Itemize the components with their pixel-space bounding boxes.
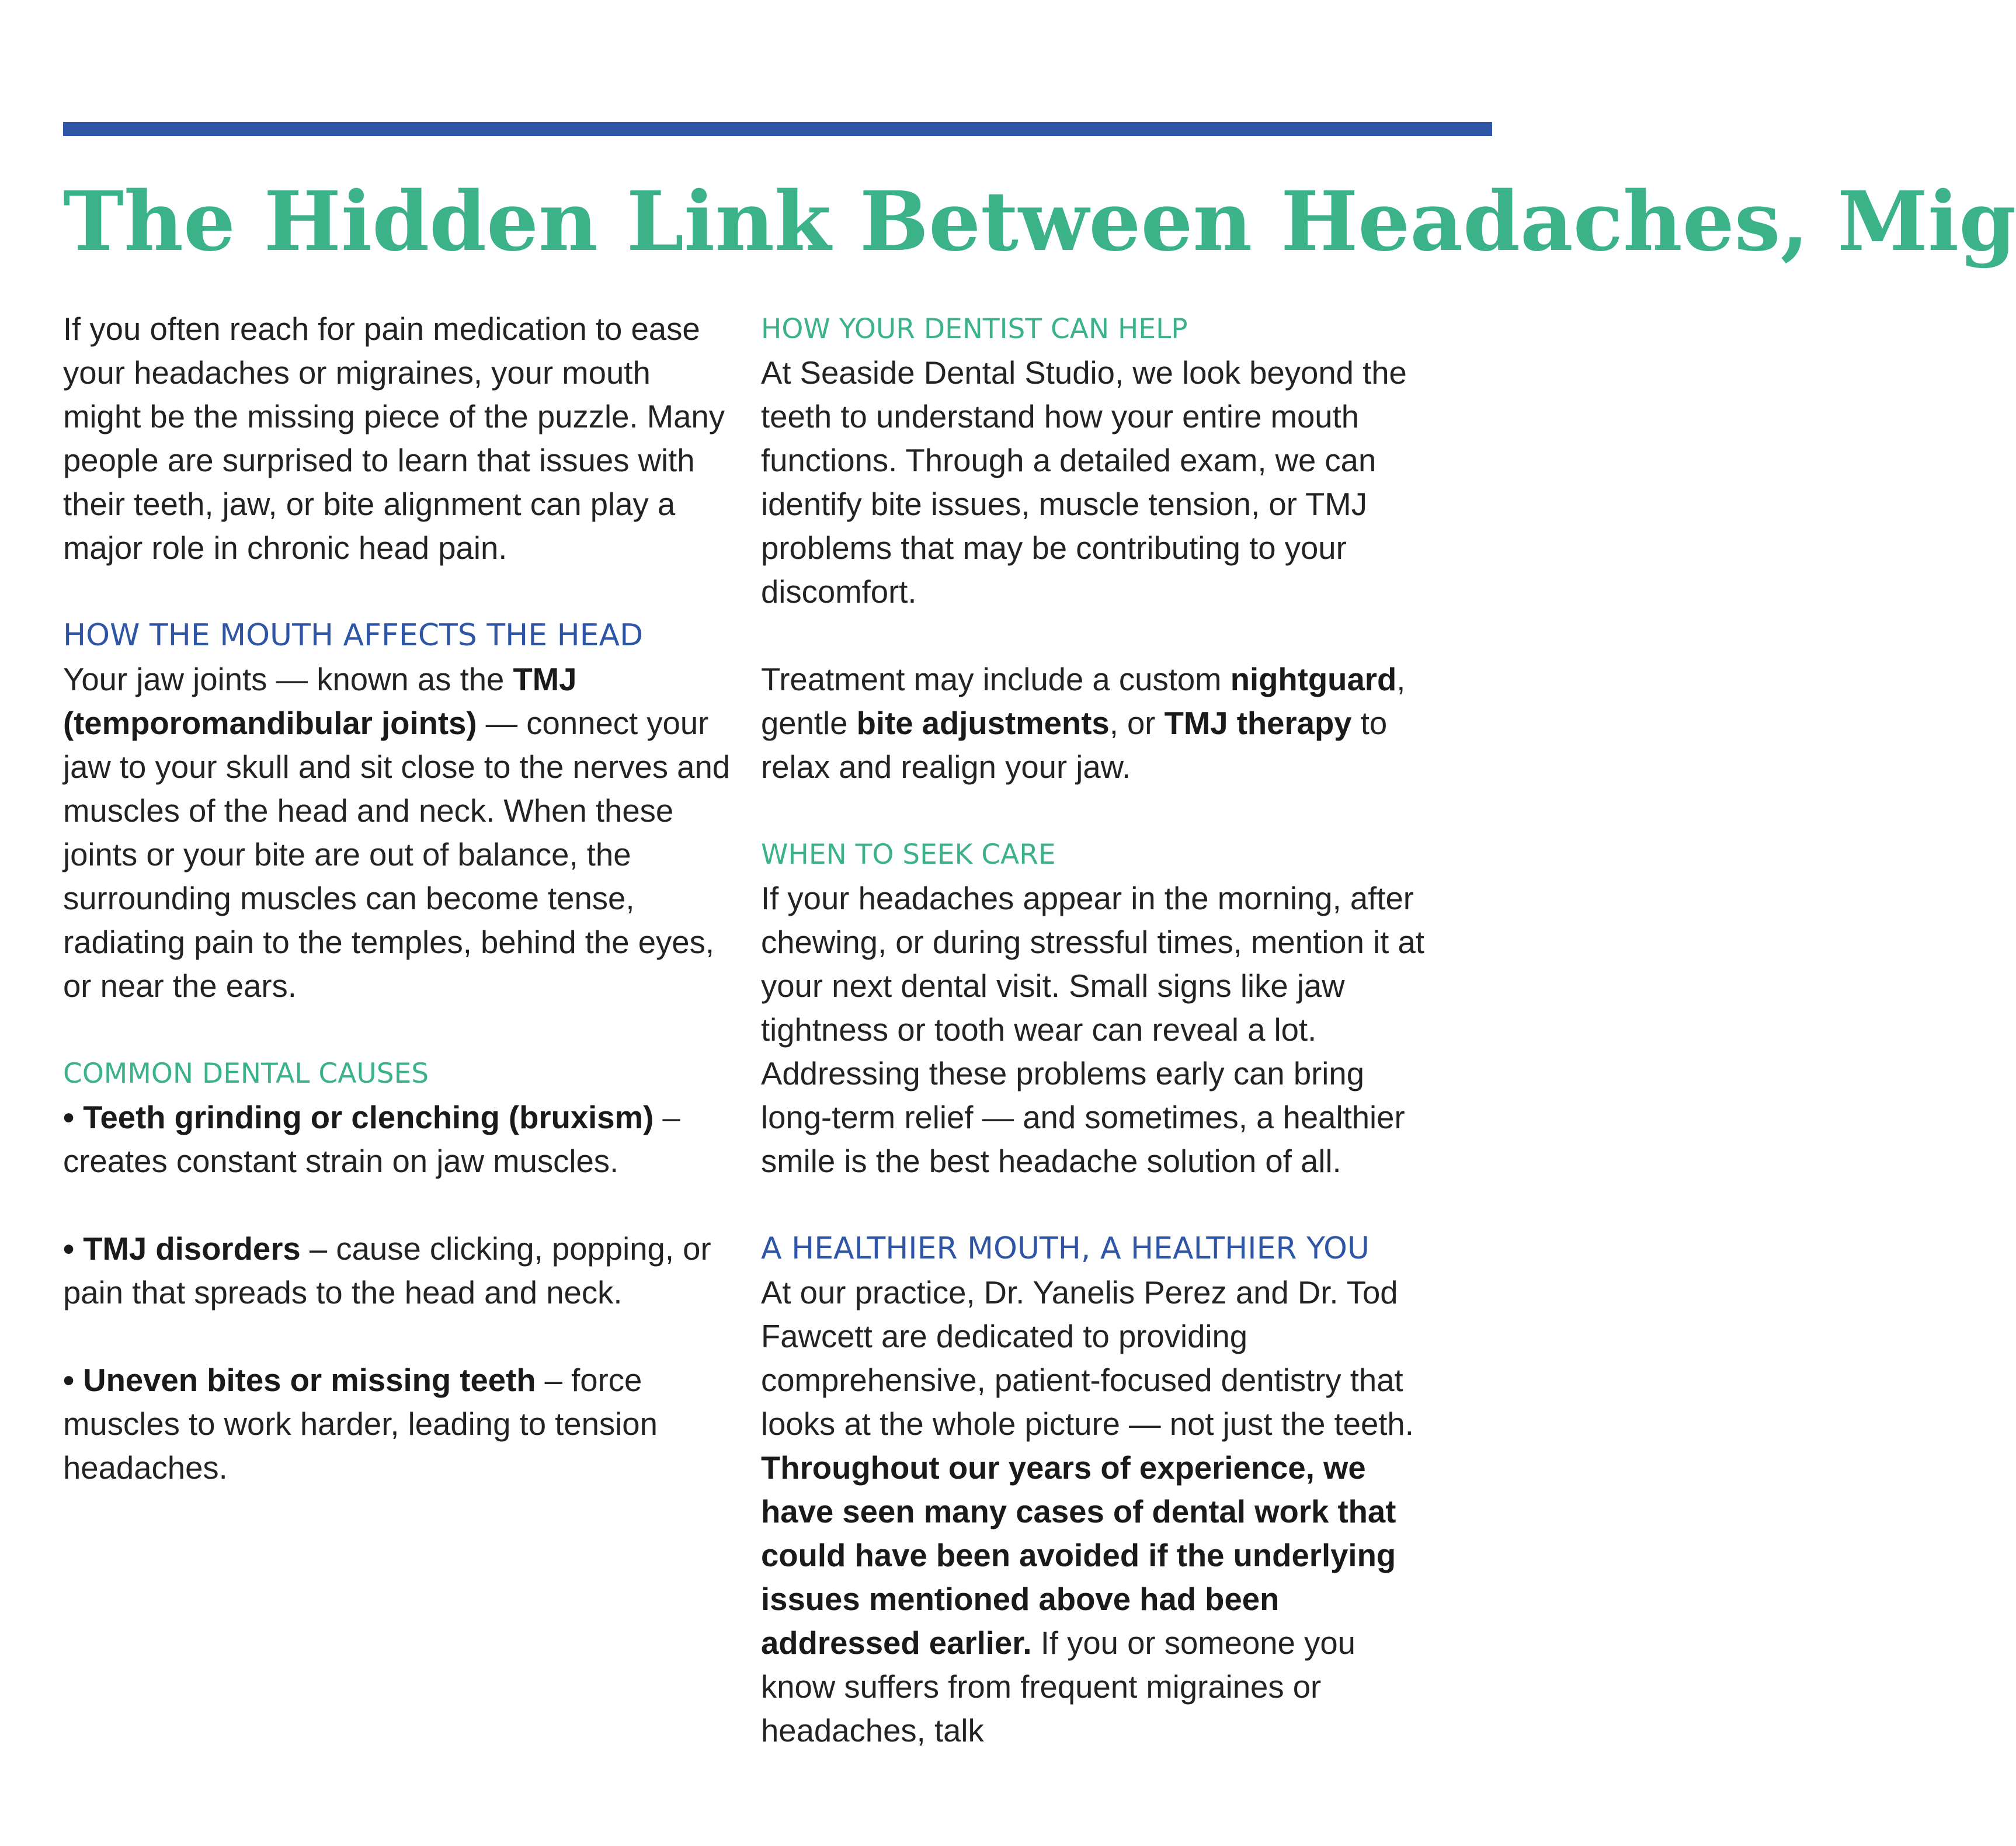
spacer <box>761 614 1433 658</box>
heading-common-dental-causes: COMMON DENTAL CAUSES <box>63 1058 429 1090</box>
spacer <box>761 789 1433 833</box>
spacer <box>761 1183 1433 1227</box>
heading-healthier-mouth: A HEALTHIER MOUTH, A HEALTHIER YOU <box>761 1231 1370 1266</box>
left-column <box>63 307 735 1490</box>
cause-item-uneven-bites: • Uneven bites or missing teeth – force muscles to work harder, leading to tension headaches. <box>63 1362 658 1486</box>
article-title: The Hidden Link Between Headaches, Mig <box>63 174 2016 270</box>
cause-item-bruxism: • Teeth grinding or clenching (bruxism) – creates constant strain on jaw muscles. <box>63 1100 680 1179</box>
spacer <box>63 1315 735 1358</box>
intro-paragraph: If you often reach for pain medication to ease your headaches or migraines, your mouth might be the missing piece of the puzzle. Many people are surprised to learn that issues with their teeth, jaw, or bite alignment can play a major role in chronic head pain. <box>63 311 725 566</box>
spacer <box>63 1008 735 1052</box>
heading-dentist-can-help: HOW YOUR DENTIST CAN HELP <box>761 313 1188 345</box>
mouth-affects-head-paragraph: Your jaw joints — known as the TMJ (temporomandibular joints) — connect your jaw to your skull and sit close to the nerves and muscles of the head and neck. When these joints or your bite are out of balance, the surrounding muscles can become tense, radiating pain to the temples, behind the eyes, or near the ears. <box>63 662 731 1004</box>
dentist-can-help-paragraph: At Seaside Dental Studio, we look beyond the teeth to understand how your entire mouth functions. Through a detailed exam, we can identify bite issues, muscle tension, or TMJ problems that may be contributing to your discomfort. <box>761 355 1407 610</box>
right-column <box>761 307 1433 1753</box>
heading-when-to-seek-care: WHEN TO SEEK CARE <box>761 839 1056 871</box>
cause-item-tmj: • TMJ disorders – cause clicking, popping, or pain that spreads to the head and neck. <box>63 1231 711 1310</box>
healthier-mouth-paragraph: At our practice, Dr. Yanelis Perez and Dr. Tod Fawcett are dedicated to providing comprehensive, patient-focused dentistry that looks at the whole picture — not just the teeth. Throughout our years of experience, we have seen many cases of dental work that could have been avoided if the underlying issues mentioned above had been addressed earlier. If you or someone you know suffers from frequent migraines or headaches, talk <box>761 1275 1414 1748</box>
spacer <box>63 1183 735 1227</box>
when-to-seek-care-paragraph: If your headaches appear in the morning, after chewing, or during stressful times, mention it at your next dental visit. Small signs like jaw tightness or tooth wear can reveal a lot. Addressing these problems early can bring long-term relief — and sometimes, a healthier smile is the best headache solution of all. <box>761 881 1424 1179</box>
heading-mouth-affects-head: HOW THE MOUTH AFFECTS THE HEAD <box>63 618 644 653</box>
spacer <box>63 570 735 614</box>
top-rule <box>63 122 1492 136</box>
treatment-paragraph: Treatment may include a custom nightguard, gentle bite adjustments, or TMJ therapy to relax and realign your jaw. <box>761 662 1406 785</box>
